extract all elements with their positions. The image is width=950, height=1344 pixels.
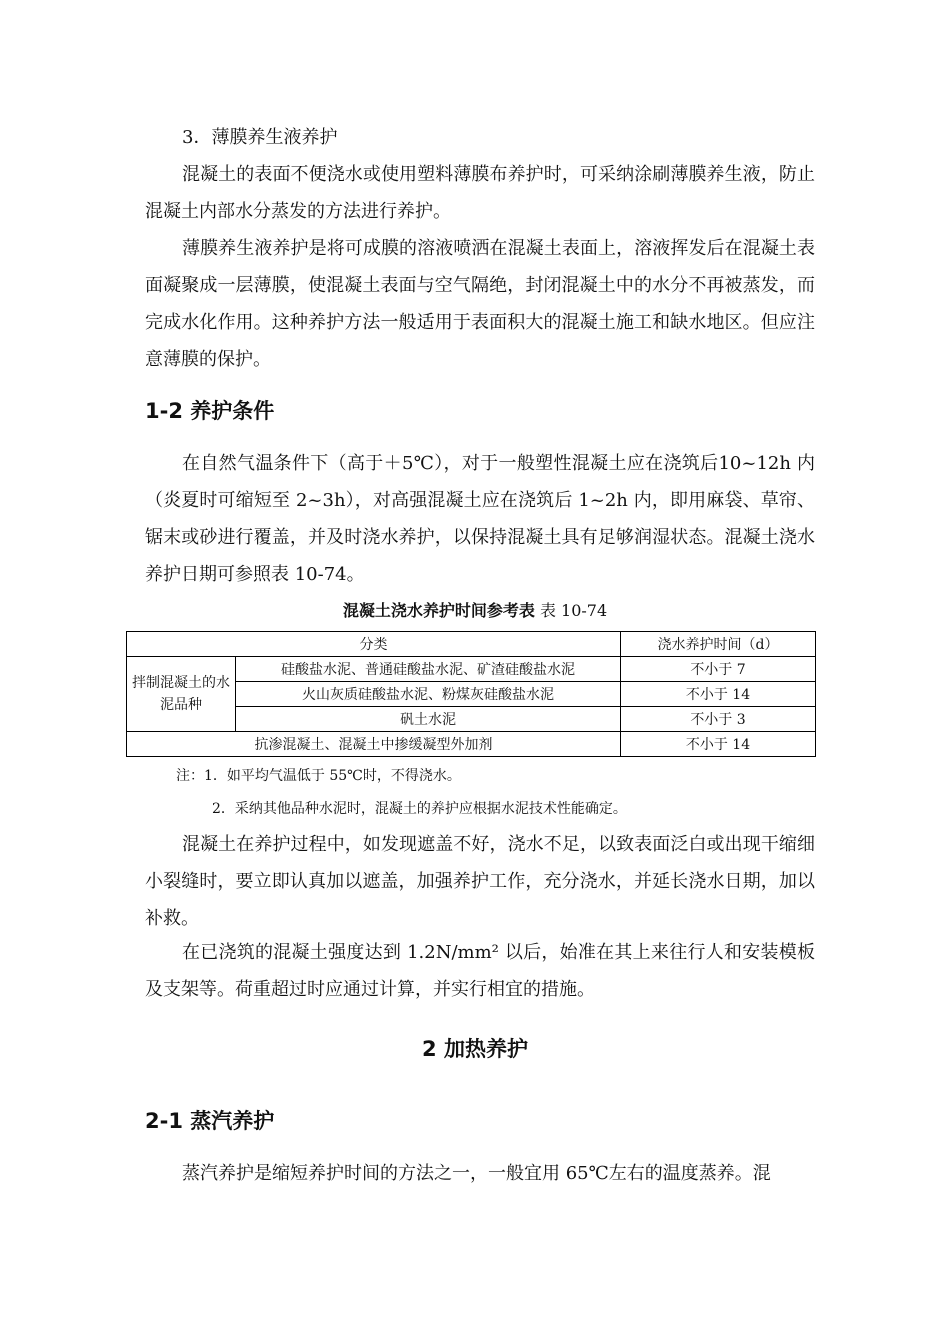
table-cell-type: 抗渗混凝土、混凝土中掺缓凝型外加剂 bbox=[127, 732, 621, 757]
section-3-heading: 3．薄膜养生液养护 bbox=[182, 127, 338, 148]
header-time: 浇水养护时间（d） bbox=[621, 632, 816, 657]
heading-2-1: 2-1 蒸汽养护 bbox=[145, 1109, 275, 1133]
table-cell-time: 不小于 7 bbox=[621, 657, 816, 682]
header-category: 分类 bbox=[127, 632, 621, 657]
table-caption-title: 混凝土浇水养护时间参考表 bbox=[342, 601, 535, 620]
paragraph-film-method: 薄膜养生液养护是将可成膜的溶液喷洒在混凝土表面上，溶液挥发后在混凝土表面凝聚成一层薄膜，使混凝土表面与空气隔绝，封闭混凝土中的水分不再被蒸发，而完成水化作用。这种养护方法一般适用于表面积大的混凝土施工和缺水地区。但应注意薄膜的保护。 bbox=[145, 238, 815, 370]
table-row bbox=[127, 732, 816, 757]
table-caption bbox=[0, 598, 950, 621]
table-cell-time: 不小于 14 bbox=[621, 682, 816, 707]
heading-2: 2 加热养护 bbox=[422, 1037, 528, 1061]
watering-time-table bbox=[126, 631, 816, 757]
table-cell-type: 矾土水泥 bbox=[236, 707, 621, 732]
table-row bbox=[127, 657, 816, 682]
heading-1-2: 1-2 养护条件 bbox=[145, 399, 275, 423]
group-label-cell: 拌制混凝土的水泥品种 bbox=[127, 657, 236, 732]
paragraph-strength: 在已浇筑的混凝土强度达到 1.2N/mm² 以后，始准在其上来往行人和安装模板及支架等。荷重超过时应通过计算，并实行相宜的措施。 bbox=[145, 942, 815, 1000]
paragraph-crack-remedy: 混凝土在养护过程中，如发现遮盖不好，浇水不足，以致表面泛白或出现干缩细小裂缝时，要立即认真加以遮盖，加强养护工作，充分浇水，并延长浇水日期，加以补救。 bbox=[145, 834, 815, 929]
table-cell-type: 硅酸盐水泥、普通硅酸盐水泥、矿渣硅酸盐水泥 bbox=[236, 657, 621, 682]
table-cell-time: 不小于 14 bbox=[621, 732, 816, 757]
paragraph-film-intro: 混凝土的表面不便浇水或使用塑料薄膜布养护时，可采纳涂刷薄膜养生液，防止混凝土内部水分蒸发的方法进行养护。 bbox=[145, 164, 815, 222]
table-caption-number: 表 10-74 bbox=[539, 601, 608, 620]
table-cell-type: 火山灰质硅酸盐水泥、粉煤灰硅酸盐水泥 bbox=[236, 682, 621, 707]
table-note-2: 2．采纳其他品种水泥时，混凝土的养护应根据水泥技术性能确定。 bbox=[212, 801, 627, 817]
table-note-1: 注：1．如平均气温低于 55℃时，不得浇水。 bbox=[176, 768, 461, 784]
paragraph-curing-conditions: 在自然气温条件下（高于＋5℃），对于一般塑性混凝土应在浇筑后10~12h 内（炎夏时可缩短至 2~3h），对高强混凝土应在浇筑后 1~2h 内，即用麻袋、草帘、锯末或砂进行覆盖，并及时浇水养护，以保持混凝土具有足够润湿状态。混凝土浇水养护日期可参照表 10-74。 bbox=[145, 453, 815, 585]
table-header-row bbox=[127, 632, 816, 657]
paragraph-steam-curing: 蒸汽养护是缩短养护时间的方法之一，一般宜用 65℃左右的温度蒸养。混 bbox=[182, 1163, 771, 1184]
table-cell-time: 不小于 3 bbox=[621, 707, 816, 732]
